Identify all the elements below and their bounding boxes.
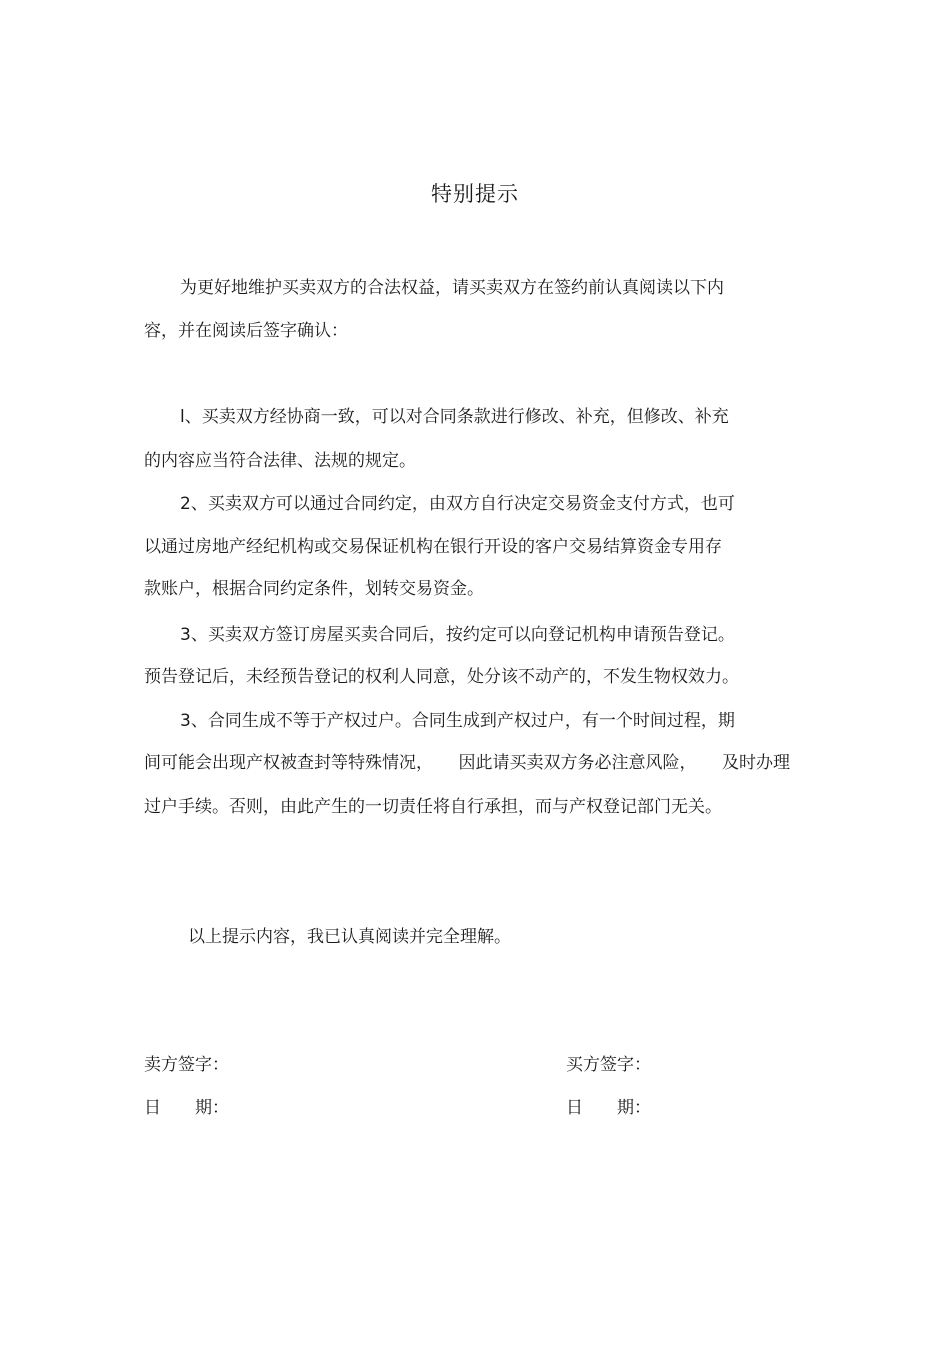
seller-date-label: 日 期：: [144, 1098, 229, 1118]
intro-line-1: 为更好地维护买卖双方的合法权益，请买卖双方在签约前认真阅读以下内: [180, 278, 724, 298]
buyer-date-label: 日 期：: [566, 1098, 651, 1118]
seller-signature-label: 卖方签字：: [144, 1055, 229, 1075]
item-2-line-1: 2、买卖双方可以通过合同约定，由双方自行决定交易资金支付方式，也可: [180, 494, 735, 514]
item-3-line-1: 3、买卖双方签订房屋买卖合同后，按约定可以向登记机构申请预告登记。: [180, 625, 735, 645]
item-4-line-3: 过户手续。否则，由此产生的一切责任将自行承担，而与产权登记部门无关。: [144, 797, 722, 817]
item-4-line-2: 间可能会出现产权被查封等特殊情况， 因此请买卖双方务必注意风险， 及时办理: [144, 753, 790, 773]
item-1-line-2: 的内容应当符合法律、法规的规定。: [144, 451, 416, 471]
item-2-line-3: 款账户，根据合同约定条件，划转交易资金。: [144, 579, 484, 599]
acknowledgement-text: 以上提示内容，我已认真阅读并完全理解。: [188, 927, 511, 947]
item-4-line-1: 3、合同生成不等于产权过户。合同生成到产权过户，有一个时间过程，期: [180, 711, 735, 731]
document-title: 特别提示: [431, 182, 519, 206]
intro-line-2: 容，并在阅读后签字确认：: [144, 321, 348, 341]
item-2-line-2: 以通过房地产经纪机构或交易保证机构在银行开设的客户交易结算资金专用存: [144, 537, 722, 557]
item-3-line-2: 预告登记后，未经预告登记的权利人同意，处分该不动产的，不发生物权效力。: [144, 667, 739, 687]
buyer-signature-label: 买方签字：: [566, 1055, 651, 1075]
item-1-line-1: l、买卖双方经协商一致，可以对合同条款进行修改、补充，但修改、补充: [180, 407, 729, 427]
